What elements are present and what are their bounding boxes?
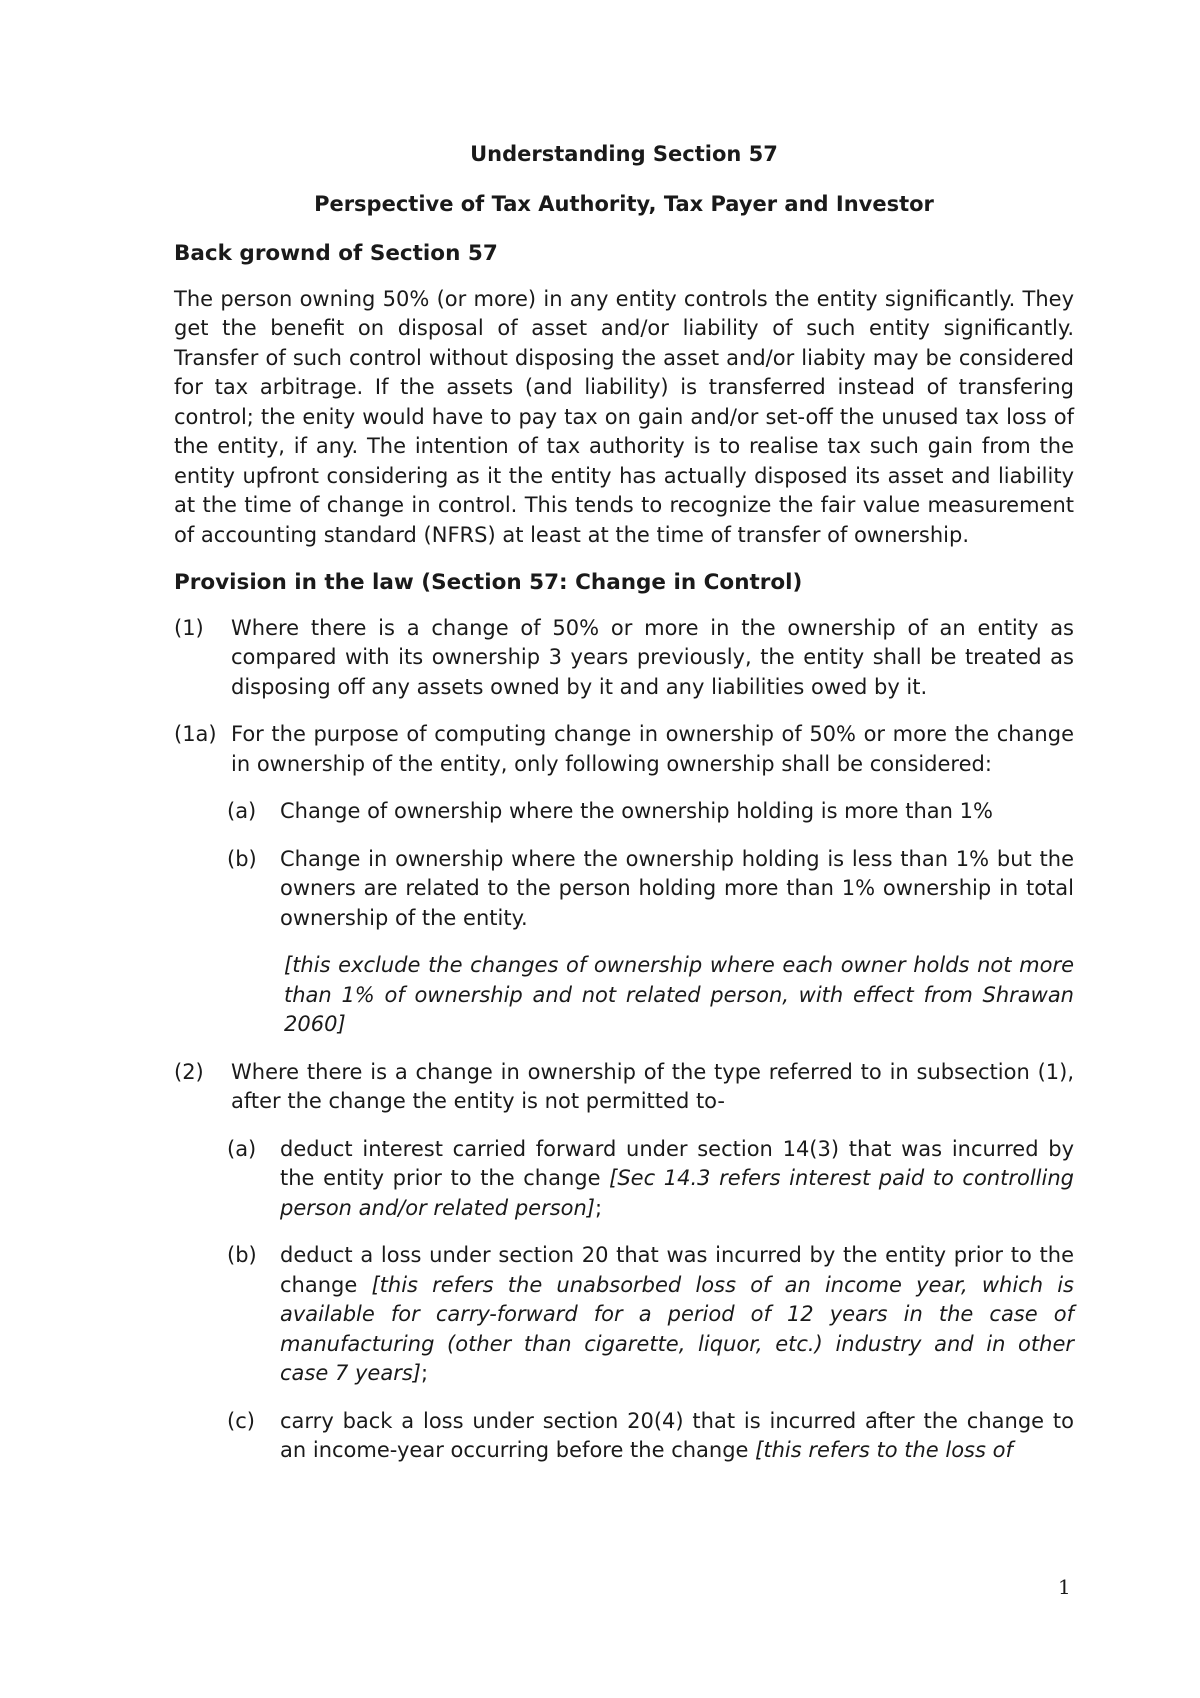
- document-page: [174, 140, 1074, 1466]
- provision-heading: Provision in the law (Section 57: Change in Control): [174, 570, 803, 595]
- provision-2-c-note: [this refers to the loss of: [755, 1438, 1013, 1462]
- provision-2-c-number: (c): [227, 1408, 255, 1433]
- provision-2-b-tail: ;: [420, 1361, 429, 1385]
- provision-2-a-number: (a): [227, 1136, 257, 1161]
- provision-2-b-body: [280, 1241, 1074, 1389]
- provision-1a-text: For the purpose of computing change in ownership of 50% or more the change in ownership of the entity, only following ownership shall be considered:: [231, 722, 1074, 776]
- provision-1a-number: (1a): [174, 722, 217, 746]
- document-subtitle: Perspective of Tax Authority, Tax Payer and Investor: [314, 191, 934, 216]
- provision-1-text: Where there is a change of 50% or more in the ownership of an entity as compared with its ownership 3 years previously, the entity shall be treated as disposing off any assets owned by it and any liabilities owed by it.: [231, 615, 1074, 699]
- provision-2-c-body: [280, 1407, 1074, 1466]
- provision-1a-a-text: Change of ownership where the ownership holding is more than 1%: [280, 799, 993, 823]
- provision-1a-a-number: (a): [227, 799, 257, 823]
- provision-2-number: (2): [174, 1059, 204, 1084]
- provision-2-a-tail: ;: [595, 1195, 603, 1220]
- provision-1a-b: [227, 845, 1074, 934]
- provision-1a-note: [this exclude the changes of ownership where each owner holds not more than 1% of ownership and not related person, with effect from Shrawan 2060]: [284, 953, 1074, 1036]
- provision-2-b-number: (b): [227, 1243, 257, 1267]
- provision-1a: [174, 720, 1074, 779]
- provision-2: [174, 1058, 1074, 1117]
- provision-1a-a: [227, 797, 1074, 827]
- provision-1a-b-text: Change in ownership where the ownership holding is less than 1% but the owners are related to the person holding more than 1% ownership in total ownership of the entity.: [280, 846, 1074, 930]
- provision-2-b-text: deduct a loss under section 20 that was incurred by the entity prior to the change: [280, 1243, 1074, 1297]
- provision-1-number: (1): [174, 615, 204, 640]
- provision-2-c-text: carry back a loss under section 20(4) that is incurred after the change to an income-year occurring before the change: [280, 1408, 1074, 1462]
- provision-2-a-note: [Sec 14.3 refers interest paid to controlling person and/or related person]: [280, 1166, 1074, 1220]
- provision-1: [174, 614, 1074, 703]
- provision-2-text: Where there is a change in ownership of the type referred to in subsection (1), after the change the entity is not permitted to-: [231, 1059, 1074, 1113]
- page-number: 1: [1058, 1575, 1071, 1599]
- provision-2-b-note: [this refers the unabsorbed loss of an income year, which is available for carry-forward for a period of 12 years in the case of manufacturing (other than cigarette, liquor, etc.) industry and in other case 7 years]: [280, 1272, 1074, 1385]
- provision-2-a-body: [280, 1135, 1074, 1224]
- provision-2-a-text: deduct interest carried forward under section 14(3) that was incurred by the entity prior to the change: [280, 1136, 1074, 1190]
- provision-1a-b-number: (b): [227, 846, 257, 871]
- provision-2-c: [227, 1407, 1074, 1466]
- background-paragraph: The person owning 50% (or more) in any entity controls the entity significantly. They get the benefit on disposal of asset and/or liability of such entity significantly. Transfer of such control without disposing the asset and/or liabity may be considered for tax arbitrage. If the assets (and liability) is transferred instead of transfering control; the enity would have to pay tax on gain and/or set-off the unused tax loss of the entity, if any. The intention of tax authority is to realise tax such gain from the entity upfront considering as it the entity has actually disposed its asset and liability at the time of change in control. This tends to recognize the fair value measurement of accounting standard (NFRS) at least at the time of transfer of ownership.: [174, 286, 1074, 547]
- provision-2-a: [227, 1135, 1074, 1224]
- document-title: Understanding Section 57: [470, 142, 778, 166]
- background-heading: Back grownd of Section 57: [174, 241, 498, 266]
- provision-2-b: [227, 1241, 1074, 1389]
